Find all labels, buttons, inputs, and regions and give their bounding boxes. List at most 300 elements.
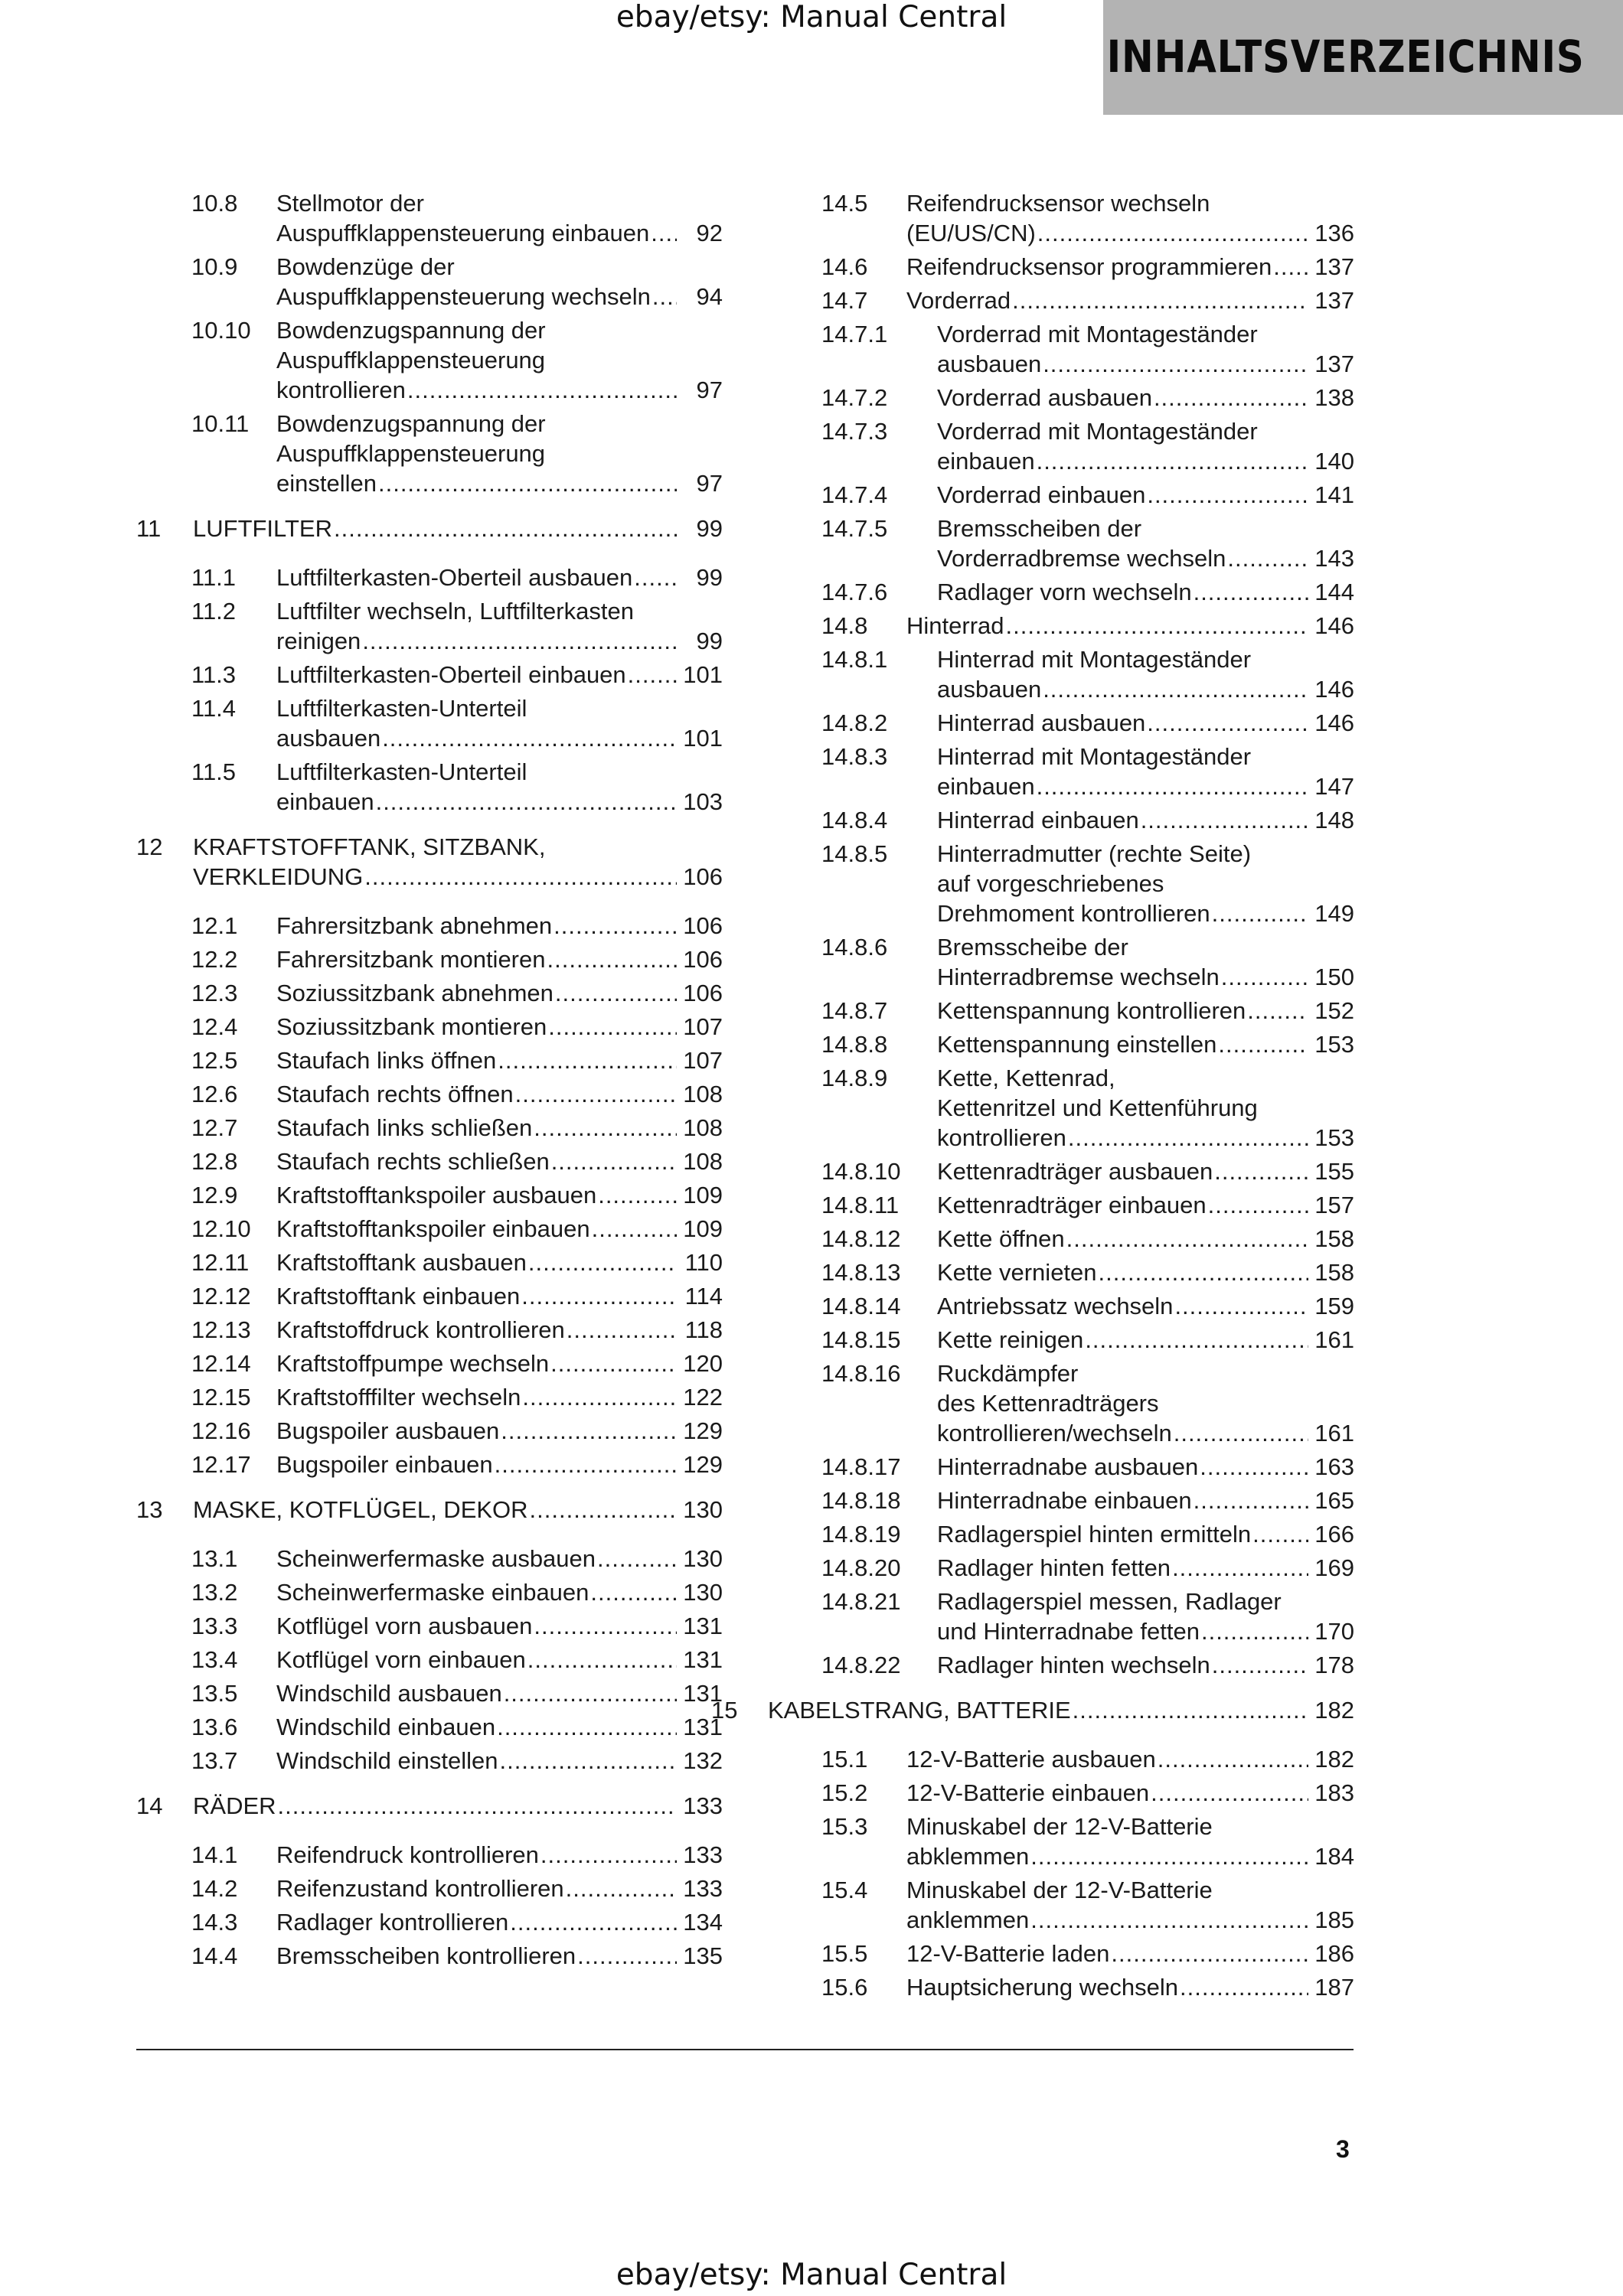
toc-entry-number: 12.15 <box>191 1384 251 1411</box>
toc-entry[interactable] <box>766 1939 1354 1968</box>
toc-entry-title-line: Scheinwerfermaske ausbauen <box>276 1545 596 1572</box>
toc-entry-number: 14.7.3 <box>821 418 888 445</box>
toc-entry-title-line: Hauptsicherung wechseln <box>906 1974 1178 2001</box>
toc-entry-page: 131 <box>683 1714 723 1740</box>
toc-entry[interactable] <box>766 644 1354 704</box>
toc-entry-number: 14.7.4 <box>821 481 888 508</box>
toc-entry-page: 170 <box>1314 1618 1354 1645</box>
toc-entry-number: 12 <box>136 833 163 860</box>
dot-leader <box>362 626 677 656</box>
toc-entry-title-line: Kette öffnen <box>937 1225 1065 1252</box>
toc-entry[interactable] <box>136 188 723 248</box>
toc-entry[interactable] <box>136 944 723 974</box>
toc-right-column <box>711 188 1354 2006</box>
toc-entry-number: 12.7 <box>191 1114 238 1141</box>
toc-entry-page: 107 <box>683 1047 723 1074</box>
toc-entry-title-line: 12-V-Batterie laden <box>906 1940 1110 1967</box>
toc-entry[interactable] <box>766 188 1354 248</box>
toc-entry-title-line: Auspuffklappensteuerung einbauen <box>276 220 650 246</box>
dot-leader <box>1174 1291 1308 1321</box>
toc-entry-title-line: reinigen <box>276 628 361 654</box>
toc-entry-page: 108 <box>683 1114 723 1141</box>
toc-entry-number: 13.1 <box>191 1545 238 1572</box>
dot-leader <box>590 1577 677 1607</box>
toc-entry[interactable] <box>136 596 723 656</box>
toc-entry-title-line: Staufach rechts öffnen <box>276 1081 514 1107</box>
dot-leader <box>501 1416 677 1446</box>
toc-entry-number: 14.8.7 <box>821 997 888 1024</box>
toc-entry-title-line: 12-V-Batterie einbauen <box>906 1779 1150 1806</box>
toc-entry[interactable] <box>136 1577 723 1607</box>
toc-entry[interactable] <box>766 319 1354 379</box>
toc-entry-number: 13.4 <box>191 1646 238 1673</box>
toc-entry-number: 11.5 <box>191 758 237 785</box>
toc-entry[interactable] <box>766 1587 1354 1646</box>
toc-entry-number: 11 <box>136 515 162 542</box>
toc-entry-page: 146 <box>1314 709 1354 736</box>
dot-leader <box>1201 1616 1308 1646</box>
dot-leader <box>498 1045 677 1075</box>
toc-entry[interactable] <box>766 932 1354 992</box>
toc-entry[interactable] <box>136 1907 723 1937</box>
toc-entry[interactable] <box>766 1257 1354 1287</box>
toc-entry-title-line: Fahrersitzbank montieren <box>276 946 546 973</box>
toc-entry-number: 14.8.2 <box>821 709 888 736</box>
toc-entry-page: 103 <box>683 788 723 815</box>
toc-entry-page: 106 <box>683 980 723 1006</box>
dot-leader <box>364 862 677 892</box>
toc-entry[interactable] <box>766 1291 1354 1321</box>
toc-entry-title-line: Windschild einstellen <box>276 1747 498 1774</box>
toc-entry-title-line: Bowdenzugspannung der <box>276 317 546 344</box>
toc-entry-title-line: RÄDER <box>193 1792 276 1819</box>
toc-entry[interactable] <box>136 252 723 311</box>
toc-entry[interactable] <box>766 1972 1354 2002</box>
dot-leader <box>534 1611 677 1641</box>
toc-entry-number: 13.5 <box>191 1680 238 1707</box>
toc-entry-title-line: LUFTFILTER <box>193 515 332 542</box>
toc-entry[interactable] <box>711 1695 1354 1725</box>
dot-leader <box>278 1791 677 1821</box>
toc-entry[interactable] <box>766 742 1354 801</box>
toc-entry-title-line: Radlager hinten fetten <box>937 1554 1171 1581</box>
toc-entry-number: 14.8 <box>821 612 868 639</box>
toc-entry-number: 10.9 <box>191 253 238 280</box>
toc-entry[interactable] <box>766 1553 1354 1583</box>
toc-entry[interactable] <box>766 1156 1354 1186</box>
toc-entry[interactable] <box>136 1382 723 1412</box>
toc-entry-number: 13.2 <box>191 1579 238 1606</box>
toc-entry-number: 14.8.17 <box>821 1453 901 1480</box>
toc-entry-title-line: Staufach links öffnen <box>276 1047 497 1074</box>
toc-entry-title-line: Minuskabel der 12-V-Batterie <box>906 1813 1213 1840</box>
toc-entry-page: 101 <box>683 725 723 752</box>
toc-entry-number: 14.7.5 <box>821 515 888 542</box>
dot-leader <box>547 944 678 974</box>
toc-entry-title-line: auf vorgeschriebenes <box>937 870 1164 897</box>
toc-entry-number: 12.11 <box>191 1249 250 1276</box>
toc-entry-title-line: Kettenradträger einbauen <box>937 1192 1207 1218</box>
dot-leader <box>515 1079 677 1109</box>
toc-entry-page: 136 <box>1314 220 1354 246</box>
toc-entry-title-line: Kraftstoffpumpe wechseln <box>276 1350 550 1377</box>
toc-entry[interactable] <box>136 1045 723 1075</box>
dot-leader <box>1247 996 1308 1026</box>
dot-leader <box>530 1495 677 1525</box>
toc-entry-page: 108 <box>683 1081 723 1107</box>
toc-entry-number: 12.10 <box>191 1215 251 1242</box>
dot-leader <box>382 723 677 753</box>
toc-entry-number: 10.8 <box>191 190 238 217</box>
toc-entry-number: 14.2 <box>191 1875 238 1902</box>
toc-entry-page: 94 <box>696 283 723 310</box>
toc-entry-number: 14.6 <box>821 253 868 280</box>
toc-entry-title-line: Kotflügel vorn einbauen <box>276 1646 526 1673</box>
dot-leader <box>1037 771 1308 801</box>
toc-entry-title-line: des Kettenradträgers <box>937 1390 1159 1417</box>
toc-entry-page: 130 <box>683 1496 723 1523</box>
footer-divider <box>136 2049 1354 2050</box>
toc-entry-title-line: Radlager vorn wechseln <box>937 579 1192 605</box>
toc-entry-title-line: Luftfilter wechseln, Luftfilterkasten <box>276 598 634 625</box>
toc-entry[interactable] <box>136 1416 723 1446</box>
toc-entry-number: 13.7 <box>191 1747 238 1774</box>
toc-entry[interactable] <box>136 1349 723 1378</box>
toc-entry[interactable] <box>136 1712 723 1742</box>
toc-entry-title-line: Antriebssatz wechseln <box>937 1293 1174 1319</box>
toc-entry-page: 138 <box>1314 384 1354 411</box>
toc-entry-page: 183 <box>1314 1779 1354 1806</box>
toc-entry-title-line: Radlager hinten wechseln <box>937 1652 1210 1678</box>
toc-entry-number: 14.8.15 <box>821 1326 901 1353</box>
dot-leader <box>528 1247 677 1277</box>
dot-leader <box>1221 962 1308 992</box>
toc-entry[interactable] <box>136 1941 723 1971</box>
toc-entry-title-line: Vorderrad <box>906 287 1011 314</box>
toc-entry-title-line: Auspuffklappensteuerung <box>276 440 546 467</box>
toc-entry-title-line: Staufach rechts schließen <box>276 1148 550 1175</box>
toc-entry-number: 12.14 <box>191 1350 251 1377</box>
toc-entry[interactable] <box>136 1791 723 1821</box>
dot-leader <box>510 1907 677 1937</box>
toc-entry[interactable] <box>766 1486 1354 1515</box>
toc-entry[interactable] <box>136 315 723 405</box>
toc-entry-number: 13 <box>136 1496 163 1523</box>
toc-entry-title-line: Bowdenzugspannung der <box>276 410 546 437</box>
toc-entry-page: 130 <box>683 1545 723 1572</box>
toc-entry-title-line: Vorderrad einbauen <box>937 481 1146 508</box>
toc-entry-title-line: Fahrersitzbank abnehmen <box>276 912 553 939</box>
dot-leader <box>1212 899 1308 928</box>
toc-entry[interactable] <box>136 1678 723 1708</box>
toc-entry-title-line: einbauen <box>276 788 374 815</box>
toc-entry-number: 12.4 <box>191 1013 238 1040</box>
toc-entry-number: 12.3 <box>191 980 238 1006</box>
toc-entry-number: 13.6 <box>191 1714 238 1740</box>
toc-entry[interactable] <box>136 514 723 543</box>
toc-entry[interactable] <box>136 563 723 592</box>
toc-entry-title-line: Vorderrad ausbauen <box>937 384 1152 411</box>
toc-entry-page: 155 <box>1314 1158 1354 1185</box>
toc-entry-page: 153 <box>1314 1124 1354 1151</box>
toc-entry-number: 14.8.18 <box>821 1487 901 1514</box>
toc-entry-page: 129 <box>683 1451 723 1478</box>
toc-entry-title-line: Kraftstofftankspoiler ausbauen <box>276 1182 597 1208</box>
toc-entry-number: 12.9 <box>191 1182 238 1208</box>
toc-entry-title-line: Hinterrad mit Montageständer <box>937 646 1252 673</box>
watermark-top: ebay/etsy: Manual Central <box>616 0 1007 34</box>
toc-entry-page: 97 <box>696 377 723 403</box>
toc-entry-number: 11.2 <box>191 598 237 625</box>
toc-entry[interactable] <box>136 1113 723 1143</box>
toc-entry-page: 143 <box>1314 545 1354 572</box>
toc-entry-number: 14.8.22 <box>821 1652 901 1678</box>
toc-entry-page: 185 <box>1314 1906 1354 1933</box>
toc-entry[interactable] <box>136 1281 723 1311</box>
toc-entry[interactable] <box>136 1146 723 1176</box>
toc-entry-number: 14.8.5 <box>821 840 888 867</box>
toc-entry-page: 135 <box>683 1942 723 1969</box>
toc-entry-number: 12.2 <box>191 946 238 973</box>
toc-entry[interactable] <box>136 1840 723 1870</box>
toc-entry-page: 106 <box>683 946 723 973</box>
toc-entry-page: 158 <box>1314 1259 1354 1286</box>
toc-entry-number: 15 <box>711 1697 738 1724</box>
toc-entry[interactable] <box>766 416 1354 476</box>
toc-entry[interactable] <box>136 1079 723 1109</box>
toc-entry-number: 15.6 <box>821 1974 868 2001</box>
dot-leader <box>1212 1650 1308 1680</box>
toc-entry[interactable] <box>766 839 1354 928</box>
toc-entry-number: 14.8.8 <box>821 1031 888 1058</box>
toc-entry-page: 92 <box>696 220 723 246</box>
toc-entry-page: 109 <box>683 1182 723 1208</box>
toc-entry[interactable] <box>766 1744 1354 1774</box>
toc-entry-title-line: Staufach links schließen <box>276 1114 533 1141</box>
toc-entry-number: 12.6 <box>191 1081 238 1107</box>
toc-entry-number: 14.7.1 <box>821 321 888 347</box>
dot-leader <box>555 978 677 1008</box>
toc-entry-title-line: Bremsscheiben der <box>937 515 1142 542</box>
toc-entry[interactable] <box>766 1190 1354 1220</box>
toc-entry[interactable] <box>136 1247 723 1277</box>
toc-entry[interactable] <box>766 1452 1354 1482</box>
toc-entry-title-line: kontrollieren/wechseln <box>937 1420 1172 1446</box>
toc-entry-title-line: und Hinterradnabe fetten <box>937 1618 1200 1645</box>
dot-leader <box>1180 1972 1308 2002</box>
toc-entry-page: 163 <box>1314 1453 1354 1480</box>
dot-leader <box>376 787 677 817</box>
toc-entry[interactable] <box>136 660 723 690</box>
toc-entry[interactable] <box>766 1325 1354 1355</box>
header-box <box>1103 0 1623 115</box>
toc-entry[interactable] <box>766 514 1354 573</box>
page-title: INHALTSVERZEICHNIS <box>1106 31 1585 83</box>
toc-entry[interactable] <box>766 252 1354 282</box>
toc-entry[interactable] <box>136 911 723 941</box>
dot-leader <box>1252 1519 1308 1549</box>
toc-entry-number: 12.1 <box>191 912 238 939</box>
dot-leader <box>504 1678 677 1708</box>
toc-entry-page: 122 <box>683 1384 723 1411</box>
toc-entry-number: 14.8.10 <box>821 1158 901 1185</box>
toc-entry-title-line: Kotflügel vorn ausbauen <box>276 1613 533 1639</box>
dot-leader <box>1085 1325 1308 1355</box>
toc-entry[interactable] <box>136 1315 723 1345</box>
toc-entry-page: 137 <box>1314 287 1354 314</box>
toc-entry-title-line: MASKE, KOTFLÜGEL, DEKOR <box>193 1496 528 1523</box>
toc-entry[interactable] <box>766 1063 1354 1153</box>
toc-entry[interactable] <box>766 1875 1354 1935</box>
toc-entry-title-line: kontrollieren <box>937 1124 1066 1151</box>
toc-entry-page: 182 <box>1314 1697 1354 1724</box>
dot-leader <box>334 514 677 543</box>
toc-entry-page: 149 <box>1314 900 1354 927</box>
toc-entry[interactable] <box>136 1544 723 1574</box>
toc-entry-title-line: ausbauen <box>276 725 381 752</box>
dot-leader <box>1147 480 1308 510</box>
toc-entry-title-line: Kettenritzel und Kettenführung <box>937 1094 1258 1121</box>
toc-entry-title-line: Drehmoment kontrollieren <box>937 900 1210 927</box>
dot-leader <box>1214 1156 1308 1186</box>
toc-entry-page: 133 <box>683 1875 723 1902</box>
toc-entry-number: 12.16 <box>191 1417 251 1444</box>
toc-entry-page: 153 <box>1314 1031 1354 1058</box>
toc-entry[interactable] <box>136 978 723 1008</box>
dot-leader <box>1194 577 1308 607</box>
toc-entry-number: 14.8.12 <box>821 1225 901 1252</box>
dot-leader <box>499 1746 677 1776</box>
toc-entry[interactable] <box>766 577 1354 607</box>
toc-entry-title-line: Kraftstofftank einbauen <box>276 1283 521 1309</box>
toc-entry-number: 12.12 <box>191 1283 251 1309</box>
toc-entry-page: 133 <box>683 1841 723 1868</box>
toc-entry-page: 152 <box>1314 997 1354 1024</box>
toc-entry[interactable] <box>136 409 723 498</box>
toc-entry[interactable] <box>136 1495 723 1525</box>
toc-entry-page: 187 <box>1314 1974 1354 2001</box>
toc-entry-title-line: Auspuffklappensteuerung <box>276 347 546 373</box>
dot-leader <box>521 1281 677 1311</box>
toc-entry[interactable] <box>766 611 1354 641</box>
toc-entry-title-line: Radlager kontrollieren <box>276 1909 509 1936</box>
toc-entry[interactable] <box>766 1778 1354 1808</box>
toc-entry-title-line: Reifendrucksensor wechseln <box>906 190 1210 217</box>
toc-entry-title-line: Vorderrad mit Montageständer <box>937 321 1258 347</box>
dot-leader <box>1043 349 1308 379</box>
toc-entry[interactable] <box>766 285 1354 315</box>
toc-entry-title-line: Luftfilterkasten-Oberteil ausbauen <box>276 564 633 591</box>
toc-entry-page: 184 <box>1314 1843 1354 1870</box>
toc-entry[interactable] <box>766 1029 1354 1059</box>
toc-entry-title-line: KABELSTRANG, BATTERIE <box>768 1697 1071 1724</box>
toc-entry-title-line: einbauen <box>937 773 1035 800</box>
toc-entry-title-line: Reifendrucksensor programmieren <box>906 253 1272 280</box>
toc-entry[interactable] <box>766 1812 1354 1871</box>
toc-entry-title-line: Auspuffklappensteuerung wechseln <box>276 283 651 310</box>
toc-entry-page: 137 <box>1314 351 1354 377</box>
dot-leader <box>1147 708 1308 738</box>
toc-entry-page: 159 <box>1314 1293 1354 1319</box>
dot-leader <box>1218 1029 1308 1059</box>
toc-entry[interactable] <box>136 832 723 892</box>
toc-entry-title-line: Bugspoiler ausbauen <box>276 1417 500 1444</box>
toc-entry-page: 134 <box>683 1909 723 1936</box>
toc-entry-title-line: Kettenspannung kontrollieren <box>937 997 1246 1024</box>
toc-entry[interactable] <box>136 1450 723 1479</box>
toc-entry-title-line: Stellmotor der <box>276 190 424 217</box>
toc-entry-title-line: einbauen <box>937 448 1035 475</box>
dot-leader <box>1200 1452 1308 1482</box>
toc-entry-number: 14 <box>136 1792 163 1819</box>
toc-entry-number: 15.1 <box>821 1746 868 1773</box>
toc-entry-number: 15.3 <box>821 1813 868 1840</box>
toc-entry[interactable] <box>136 1214 723 1244</box>
toc-entry-page: 146 <box>1314 676 1354 703</box>
toc-entry[interactable] <box>136 757 723 817</box>
toc-entry-number: 14.8.6 <box>821 934 888 960</box>
toc-entry[interactable] <box>136 1645 723 1675</box>
toc-entry[interactable] <box>766 996 1354 1026</box>
toc-entry-title-line: Reifenzustand kontrollieren <box>276 1875 564 1902</box>
toc-entry[interactable] <box>136 1611 723 1641</box>
toc-entry-number: 11.3 <box>191 661 237 688</box>
toc-entry[interactable] <box>766 1358 1354 1448</box>
dot-leader <box>534 1113 677 1143</box>
toc-entry-page: 99 <box>696 628 723 654</box>
dot-leader <box>497 1712 677 1742</box>
dot-leader <box>1154 383 1308 413</box>
toc-entry-title-line: Hinterrad mit Montageständer <box>937 743 1252 770</box>
toc-entry-page: 120 <box>683 1350 723 1377</box>
toc-entry-number: 15.2 <box>821 1779 868 1806</box>
toc-entry[interactable] <box>766 480 1354 510</box>
toc-entry[interactable] <box>136 693 723 753</box>
toc-entry-number: 13.3 <box>191 1613 238 1639</box>
toc-entry-title-line: Luftfilterkasten-Oberteil einbauen <box>276 661 626 688</box>
dot-leader <box>1111 1939 1308 1968</box>
toc-entry-title-line: Hinterrad ausbauen <box>937 709 1146 736</box>
dot-leader <box>551 1146 677 1176</box>
toc-entry-number: 14.8.13 <box>821 1259 901 1286</box>
toc-entry[interactable] <box>136 1746 723 1776</box>
toc-entry[interactable] <box>766 1650 1354 1680</box>
toc-entry-title-line: Scheinwerfermaske einbauen <box>276 1579 589 1606</box>
toc-entry[interactable] <box>766 708 1354 738</box>
toc-entry-page: 141 <box>1314 481 1354 508</box>
toc-entry-page: 147 <box>1314 773 1354 800</box>
toc-entry[interactable] <box>136 1874 723 1903</box>
toc-entry[interactable] <box>766 805 1354 835</box>
toc-entry-number: 14.7 <box>821 287 868 314</box>
toc-entry-title-line: kontrollieren <box>276 377 406 403</box>
toc-entry[interactable] <box>766 1224 1354 1254</box>
toc-entry-number: 14.1 <box>191 1841 238 1868</box>
toc-entry-number: 10.10 <box>191 317 251 344</box>
toc-entry-title-line: ausbauen <box>937 351 1042 377</box>
dot-leader <box>1158 1744 1308 1774</box>
dot-leader <box>527 1645 677 1675</box>
toc-entry-title-line: Luftfilterkasten-Unterteil <box>276 758 527 785</box>
toc-entry[interactable] <box>766 383 1354 413</box>
toc-entry-title-line: 12-V-Batterie ausbauen <box>906 1746 1156 1773</box>
toc-entry[interactable] <box>136 1180 723 1210</box>
toc-entry-page: 99 <box>696 564 723 591</box>
toc-entry[interactable] <box>766 1519 1354 1549</box>
toc-entry-page: 137 <box>1314 253 1354 280</box>
dot-leader <box>566 1874 677 1903</box>
toc-entry[interactable] <box>136 1012 723 1042</box>
